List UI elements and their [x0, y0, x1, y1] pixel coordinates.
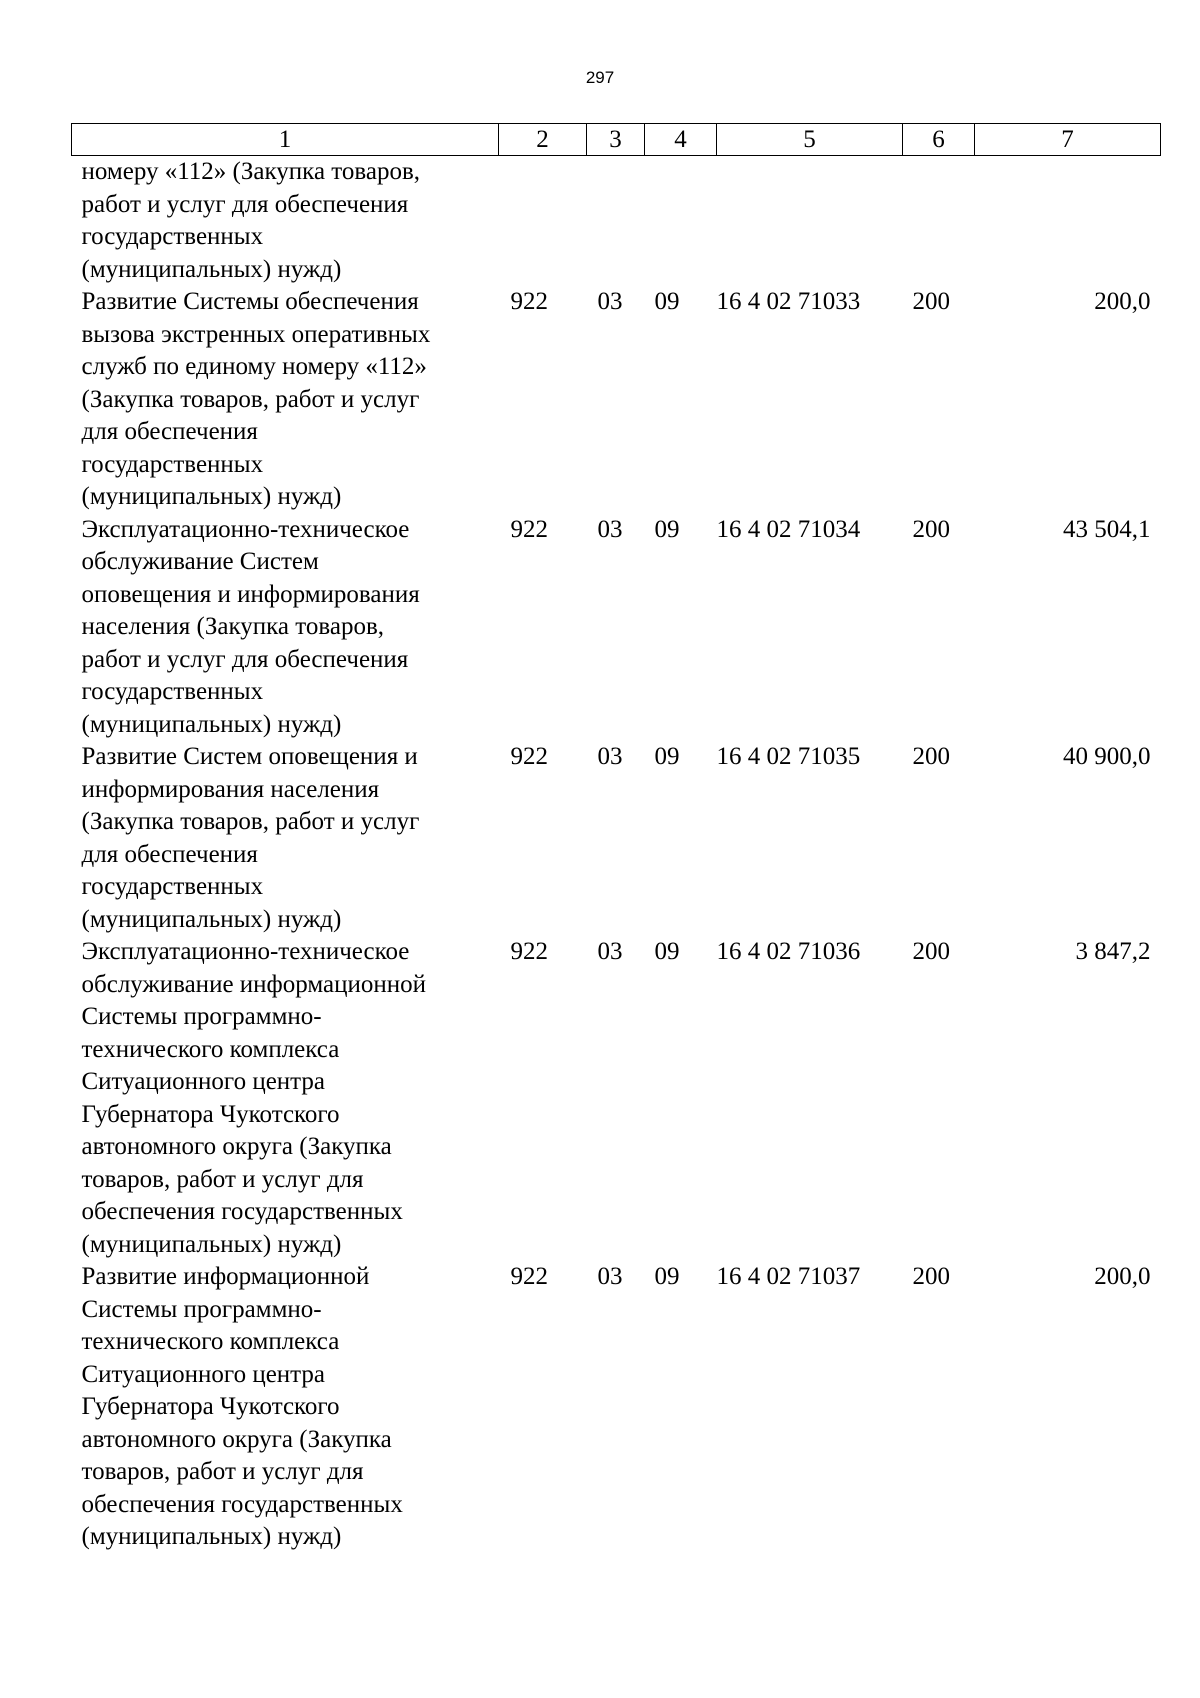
cell-subsection: 09 [654, 515, 680, 543]
description-line: (муниципальных) нужд) [81, 905, 342, 933]
cell-expense-type [903, 156, 975, 287]
cell-amount: 40 900,0 [1063, 743, 1151, 770]
page-number: 297 [585, 68, 615, 87]
column-header-7: 7 [975, 124, 1161, 156]
cell-target-article: 16 4 02 71035 [716, 743, 861, 770]
description-line: (муниципальных) нужд) [81, 255, 342, 283]
description-line: вызова экстренных оперативных [81, 320, 431, 348]
description-line: Развитие Системы обеспечения [81, 288, 419, 315]
cell-description [72, 286, 499, 514]
description-line: обслуживание Систем [81, 548, 319, 575]
cell-subsection [645, 156, 717, 287]
table-row [72, 286, 1161, 514]
table-row [72, 936, 1161, 1261]
cell-description [72, 741, 499, 936]
cell-target-article [717, 156, 903, 287]
cell-expense-type: 200 [912, 743, 950, 770]
description-line: для обеспечения [81, 418, 258, 445]
description-line: Губернатора Чукотского [81, 1393, 340, 1420]
cell-amount: 200,0 [1094, 288, 1151, 315]
column-header-3: 3 [587, 124, 645, 156]
cell-grbs: 922 [510, 938, 548, 965]
cell-expense-type: 200 [912, 515, 950, 543]
budget-table [71, 123, 1161, 1554]
cell-subsection: 09 [654, 288, 680, 315]
cell-grbs: 922 [510, 1263, 548, 1290]
cell-amount: 3 847,2 [1075, 938, 1151, 965]
cell-description [72, 514, 499, 742]
description-line: Губернатора Чукотского [81, 1100, 340, 1128]
cell-description [72, 1261, 499, 1554]
column-header-2: 2 [499, 124, 587, 156]
description-line: (муниципальных) нужд) [81, 1523, 342, 1550]
cell-section: 03 [597, 1263, 623, 1290]
cell-amount [975, 156, 1161, 287]
description-line: автономного округа (Закупка [81, 1133, 392, 1160]
cell-grbs [499, 156, 587, 287]
description-line: работ и услуг для обеспечения [81, 645, 409, 673]
column-header-5: 5 [717, 124, 903, 156]
cell-amount: 43 504,1 [1063, 515, 1151, 543]
table-row [72, 156, 1161, 287]
cell-target-article: 16 4 02 71036 [716, 938, 861, 965]
description-line: товаров, работ и услуг для [81, 1165, 364, 1193]
description-line: Эксплуатационно-техническое [81, 938, 410, 965]
cell-grbs: 922 [510, 515, 548, 543]
description-line: для обеспечения [81, 840, 258, 868]
description-line: номеру «112» (Закупка товаров, [81, 158, 421, 185]
description-line: оповещения и информирования [81, 580, 420, 608]
column-header-4: 4 [645, 124, 717, 156]
table-header [72, 124, 1161, 156]
description-line: (муниципальных) нужд) [81, 483, 342, 510]
cell-subsection: 09 [654, 743, 680, 770]
description-line: Эксплуатационно-техническое [81, 515, 410, 543]
cell-expense-type: 200 [912, 1263, 950, 1290]
description-line: обеспечения государственных [81, 1490, 403, 1518]
description-line: Ситуационного центра [81, 1068, 325, 1095]
cell-target-article: 16 4 02 71033 [716, 288, 861, 315]
description-line: Системы программно- [81, 1295, 322, 1323]
description-line: Развитие Систем оповещения и [81, 743, 418, 770]
cell-grbs: 922 [510, 743, 548, 770]
cell-target-article: 16 4 02 71034 [716, 515, 861, 543]
description-line: государственных [81, 450, 264, 478]
description-line: Ситуационного центра [81, 1360, 325, 1388]
cell-description [72, 156, 499, 287]
description-line: (муниципальных) нужд) [81, 710, 342, 738]
description-line: Системы программно- [81, 1003, 322, 1030]
description-line: (Закупка товаров, работ и услуг [81, 808, 420, 835]
description-line: технического комплекса [81, 1035, 340, 1063]
cell-section: 03 [597, 288, 623, 315]
description-line: служб по единому номеру «112» [81, 353, 427, 380]
cell-section: 03 [597, 515, 623, 543]
description-line: информирования населения [81, 775, 380, 803]
description-line: обеспечения государственных [81, 1198, 403, 1225]
table-row [72, 1261, 1161, 1554]
cell-amount: 200,0 [1094, 1263, 1151, 1290]
cell-section: 03 [597, 743, 623, 770]
cell-subsection: 09 [654, 938, 680, 965]
description-line: товаров, работ и услуг для [81, 1458, 364, 1485]
description-line: (Закупка товаров, работ и услуг [81, 385, 420, 413]
cell-target-article: 16 4 02 71037 [716, 1263, 861, 1290]
description-line: государственных [81, 873, 264, 900]
description-line: государственных [81, 678, 264, 705]
column-header-1: 1 [72, 124, 499, 156]
table-body [72, 156, 1161, 1554]
description-line: (муниципальных) нужд) [81, 1230, 342, 1258]
cell-expense-type: 200 [912, 938, 950, 965]
description-line: государственных [81, 223, 264, 250]
description-line: населения (Закупка товаров, [81, 613, 385, 640]
cell-subsection: 09 [654, 1263, 680, 1290]
table-row [72, 741, 1161, 936]
table-header-row [72, 124, 1161, 156]
description-line: технического комплекса [81, 1328, 340, 1355]
cell-expense-type: 200 [912, 288, 950, 315]
column-header-6: 6 [903, 124, 975, 156]
description-line: Развитие информационной [81, 1263, 370, 1290]
table-row [72, 514, 1161, 742]
cell-description [72, 936, 499, 1261]
description-line: работ и услуг для обеспечения [81, 190, 409, 218]
cell-section [587, 156, 645, 287]
cell-grbs: 922 [510, 288, 548, 315]
description-line: автономного округа (Закупка [81, 1425, 392, 1453]
cell-section: 03 [597, 938, 623, 965]
description-line: обслуживание информационной [81, 970, 427, 998]
